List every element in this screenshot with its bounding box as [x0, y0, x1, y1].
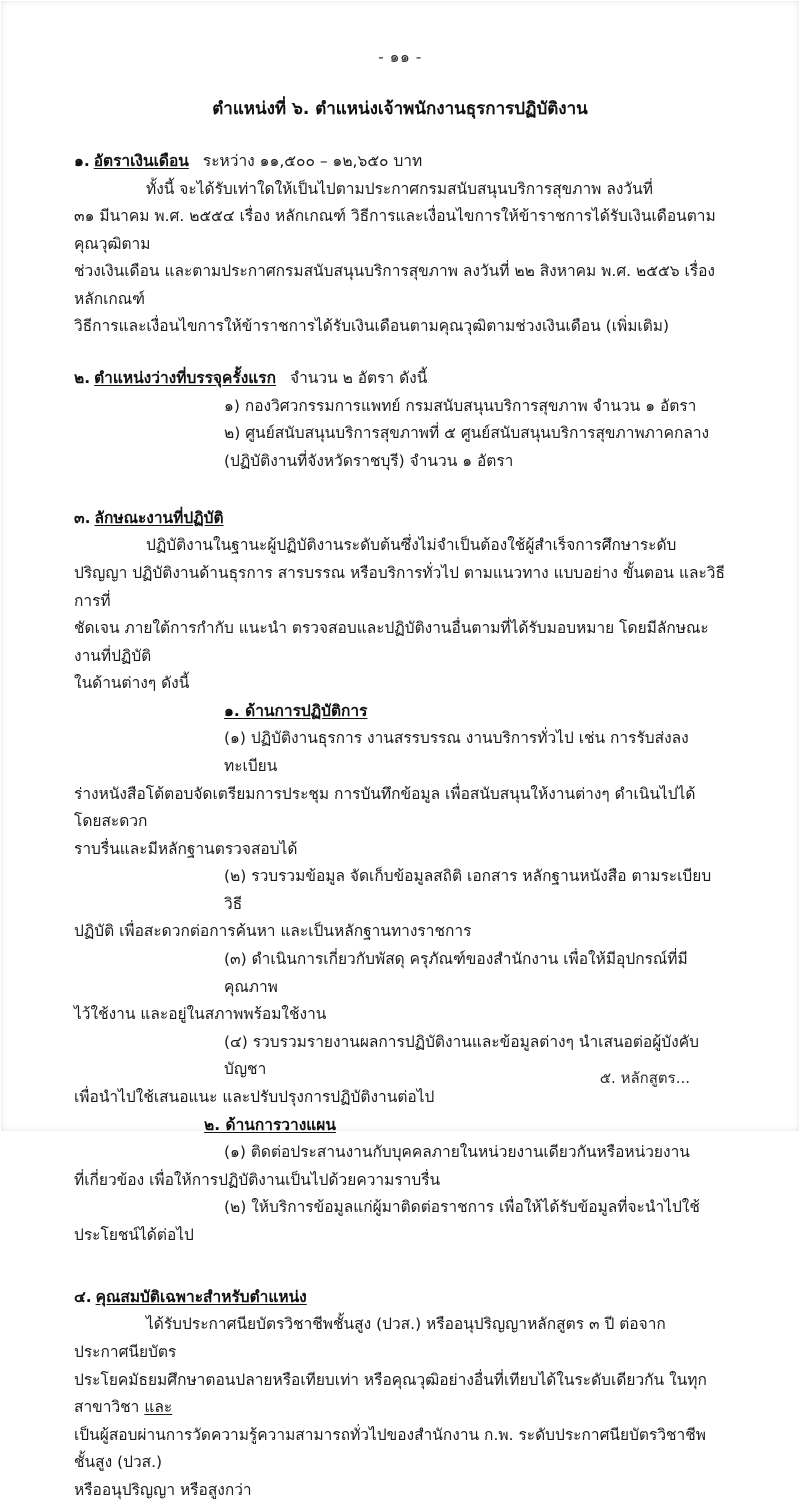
- section-qualifications: [74, 1284, 726, 1504]
- list-item-continuation: ที่เกี่ยวข้อง เพื่อให้การปฏิบัติงานเป็นไปด้วยความราบรื่น: [74, 1170, 441, 1189]
- list-item: (๒) ให้บริการข้อมูลแก่ผู้มาติดต่อราชการ เพื่อให้ได้รับข้อมูลที่จะนำไปใช้: [224, 1198, 700, 1217]
- section-qualifications-header-row: [74, 1284, 726, 1309]
- section-salary: [74, 148, 726, 341]
- page-title: ตำแหน่งที่ ๖. ตำแหน่งเจ้าพนักงานธุรการปฏิบัติงาน: [212, 99, 588, 119]
- qualifications-line2-text: ประโยคมัธยมศึกษาตอนปลายหรือเทียบเท่า หรือคุณวุฒิอย่างอื่นที่เทียบได้ในระดับเดียวกัน ในทุกสาขาวิชา และ: [74, 1370, 707, 1417]
- list-item-continuation: ปฏิบัติ เพื่อสะดวกต่อการค้นหา และเป็นหลักฐานทางราชการ: [74, 922, 472, 941]
- section-salary-range: ระหว่าง ๑๑,๕๐๐ – ๑๒,๖๕๐ บาท: [202, 152, 423, 170]
- page-number: - ๑๑ -: [378, 48, 422, 66]
- section-qualifications-line3: เป็นผู้สอบผ่านการวัดความรู้ความสามารถทั่วไปของสำนักงาน ก.พ. ระดับประกาศนียบัตรวิชาชีพชั้นสูง (ปวส.): [74, 1425, 706, 1472]
- section-duties-intro-line2: ปริญญา ปฏิบัติงานด้านธุรการ สารบรรณ หรือบริการทั่วไป ตามแนวทาง แบบอย่าง ขั้นตอน และวิธีการที่: [74, 563, 725, 610]
- section-vacancies-heading: ตำแหน่งว่างที่บรรจุครั้งแรก: [94, 369, 276, 388]
- section-duties-number: ๓.: [74, 509, 91, 528]
- section-salary-heading: อัตราเงินเดือน: [93, 152, 189, 170]
- section-salary-header-row: [74, 148, 726, 176]
- section-qualifications-line1: ได้รับประกาศนียบัตรวิชาชีพชั้นสูง (ปวส.) หรืออนุปริญญาหลักสูตร ๓ ปี ต่อจากประกาศนียบัตร: [74, 1315, 666, 1361]
- section-vacancies-count: จำนวน ๒ อัตรา ดังนี้: [289, 369, 428, 388]
- list-item-continuation: เพื่อนำไปใช้เสนอแนะ และปรับปรุงการปฏิบัติงานต่อไป: [74, 1087, 435, 1106]
- subsection-planning-heading: ๒. ด้านการวางแผน: [204, 1115, 336, 1134]
- list-item-continuation: ไว้ใช้งาน และอยู่ในสภาพพร้อมใช้งาน: [74, 1005, 327, 1024]
- section-duties-intro-line4: ในด้านต่างๆ ดังนี้: [74, 674, 190, 693]
- list-item: ๑) กองวิศวกรรมการแพทย์ กรมสนับสนุนบริการสุขภาพ จำนวน ๑ อัตรา: [224, 396, 697, 415]
- section-duties-intro-line3: ชัดเจน ภายใต้การกำกับ แนะนำ ตรวจสอบและปฏิบัติงานอื่นตามที่ได้รับมอบหมาย โดยมีลักษณะงานที่ปฏิบัติ: [74, 619, 709, 665]
- list-item-continuation: ร่างหนังสือโต้ตอบจัดเตรียมการประชุม การบันทึกข้อมูล เพื่อสนับสนุนให้งานต่างๆ ดำเนินไปได้ โดยสะดวก: [74, 784, 696, 831]
- section-salary-number: ๑.: [74, 152, 90, 170]
- list-item: (๑) ปฏิบัติงานธุรการ งานสรรบรรณ งานบริการทั่วไป เช่น การรับส่งลงทะเบียน: [224, 729, 689, 775]
- section-duties-heading: ลักษณะงานที่ปฏิบัติ: [94, 509, 224, 528]
- section-duties: [74, 505, 726, 1249]
- section-duties-intro-line1: ปฏิบัติงานในฐานะผู้ปฏิบัติงานระดับต้นซึ่งไม่จำเป็นต้องใช้ผู้สำเร็จการศึกษาระดับ: [146, 536, 677, 555]
- list-item-continuation: ราบรื่นและมีหลักฐานตรวจสอบได้: [74, 839, 298, 858]
- underlined-conjunction: และ: [144, 1398, 173, 1417]
- section-qualifications-heading: คุณสมบัติเฉพาะสำหรับตำแหน่ง: [95, 1288, 307, 1307]
- list-item: (๑) ติดต่อประสานงานกับบุคคลภายในหน่วยงานเดียวกันหรือหน่วยงาน: [224, 1143, 690, 1162]
- section-duties-header-row: [74, 505, 726, 530]
- section-salary-line3: ๓๑ มีนาคม พ.ศ. ๒๕๕๔ เรื่อง หลักเกณฑ์ วิธีการและเงื่อนไขการให้ข้าราชการได้รับเงินเดือนตามคุณวุฒิตาม: [74, 207, 716, 253]
- section-salary-line5: วิธีการและเงื่อนไขการให้ข้าราชการได้รับเงินเดือนตามคุณวุฒิตามช่วงเงินเดือน (เพิ่มเติม): [74, 317, 670, 336]
- list-item: ๒) ศูนย์สนับสนุนบริการสุขภาพที่ ๕ ศูนย์สนับสนุนบริการสุขภาพภาคกลาง: [224, 424, 710, 443]
- list-item: (ปฏิบัติงานที่จังหวัดราชบุรี) จำนวน ๑ อัตรา: [224, 451, 514, 470]
- section-vacancies: [74, 365, 726, 475]
- list-item: (๔) รวบรวมรายงานผลการปฏิบัติงานและข้อมูลต่างๆ นำเสนอต่อผู้บังคับบัญชา: [224, 1032, 699, 1079]
- list-item-continuation: ประโยชน์ได้ต่อไป: [74, 1225, 194, 1244]
- section-qualifications-number: ๔.: [74, 1288, 92, 1307]
- section-qualifications-line4: หรืออนุปริญญา หรือสูงกว่า: [74, 1480, 252, 1499]
- list-item: (๓) ดำเนินการเกี่ยวกับพัสดุ ครุภัณฑ์ของสำนักงาน เพื่อให้มีอุปกรณ์ที่มีคุณภาพ: [224, 950, 688, 996]
- footer-continuation-note: ๕. หลักสูตร...: [599, 1069, 690, 1087]
- list-item: (๒) รวบรวมข้อมูล จัดเก็บข้อมูลสถิติ เอกสาร หลักฐานหนังสือ ตามระเบียบวิธี: [224, 867, 712, 913]
- section-salary-line2: ทั้งนี้ จะได้รับเท่าใดให้เป็นไปตามประกาศกรมสนับสนุนบริการสุขภาพ ลงวันที่: [146, 179, 653, 198]
- section-vacancies-number: ๒.: [74, 369, 91, 388]
- section-vacancies-header-row: [74, 365, 726, 393]
- section-qualifications-line2: [74, 1367, 726, 1422]
- subsection-operations-heading: ๑. ด้านการปฏิบัติการ: [224, 701, 368, 720]
- section-salary-line4: ช่วงเงินเดือน และตามประกาศกรมสนับสนุนบริการสุขภาพ ลงวันที่ ๒๒ สิงหาคม พ.ศ. ๒๕๕๖ เรื่อง หลักเกณฑ์: [74, 262, 715, 308]
